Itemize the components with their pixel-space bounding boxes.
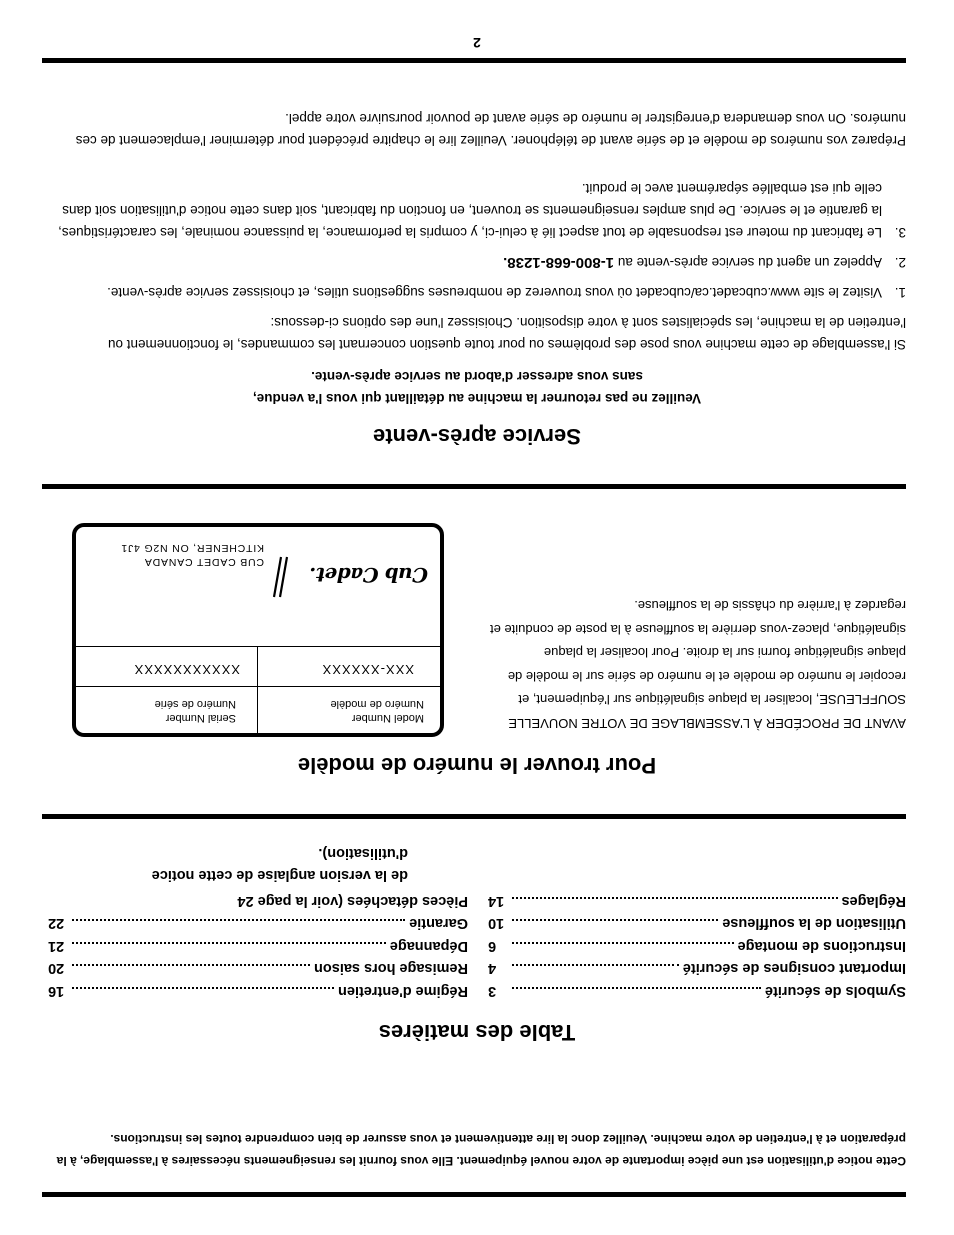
toc-page: 6 [488, 938, 497, 954]
brand-logo: Cub Cadet. [309, 563, 428, 587]
toc-page: 14 [488, 893, 505, 909]
toc-right-column [48, 843, 468, 1000]
manufacturer-address: CUB CADET CANADA KITCHENER, ON N2G 4J1 [120, 542, 264, 568]
toc-page: 4 [488, 960, 497, 977]
toc-page: 16 [48, 983, 65, 999]
bottom-rule [42, 58, 906, 63]
service-section-title: Service après-vente [373, 424, 581, 449]
toc-leader [72, 920, 405, 922]
toc-entry[interactable] [48, 909, 468, 932]
service-notice: Veuillez ne pas retourner la machine au détaillant qui vous l'a vendue, sans vous adresser d'abord au service après-vente. [252, 369, 702, 406]
toc-leader [72, 942, 386, 944]
toc-leader [512, 942, 734, 944]
list-item: 1. Visitez le site www.cubcadet.ca/cubcadet où vous trouverez de nombreuses suggestions utiles, et choisissez service après-vente. [107, 285, 906, 300]
toc-leader [512, 965, 679, 967]
toc-page: 3 [488, 983, 497, 999]
toc-label: Utilisation de la souffleuse [722, 915, 906, 932]
serial-plate-template [72, 523, 444, 737]
toc-entry[interactable] [488, 887, 906, 910]
toc-entry[interactable] [48, 977, 468, 1000]
serial-number-label: Serial Number Numéro de série [154, 698, 236, 724]
toc-page: 10 [488, 915, 505, 932]
toc-label: Dépannage [389, 938, 468, 954]
toc-label: Garantie [409, 915, 468, 932]
list-item: 2. Appelez un agent du service après-vente au 1-800-668-1238. [503, 254, 906, 271]
toc-entry[interactable] [488, 954, 906, 977]
toc-page: 21 [48, 938, 65, 954]
toc-page: 22 [48, 915, 65, 932]
serial-number-value: XXXXXXXXXXX [133, 662, 240, 677]
toc-entry[interactable] [48, 954, 468, 977]
toc-label: Pièces détachées (voir la page 24 [237, 893, 468, 909]
intro-paragraph: Cette notice d'utilisation est une pièce importante de votre nouvel équipement. Elle vous fournit les renseignements nécessaires à l'assemblage, à la préparation et à l'entretien de votre machine. Veuillez donc la lire attentivement et vous assurer de bien comprendre toutes les instructions. [56, 1132, 906, 1168]
toc-label: Important consignes de sécurité [682, 960, 906, 977]
toc-title: Table des matières [378, 1020, 576, 1045]
toc-label: Instructions de montage [737, 938, 906, 954]
toc-entry[interactable] [488, 909, 906, 932]
section-rule [42, 484, 906, 489]
toc-page: 20 [48, 960, 65, 977]
top-rule [42, 1192, 906, 1197]
model-number-label: Model Number Numéro de modèle [330, 698, 424, 724]
toc-leader [512, 897, 838, 899]
model-section-title: Pour trouver le numéro de modèle [297, 753, 657, 778]
toc-note: de la version anglaise de cette notice d'utilisation). [151, 845, 408, 884]
model-instructions: AVANT DE PROCÉDER À L'ASSEMBLAGE DE VOTRE NOUVELLE SOUFFLEUSE, localiser la plaque signalétique sur l'équipement, et recopier le numéro de modèle et le numéro de série sur le modèle de plaque signalétique fourni sur la droite. Pour localiser la plaque signalétique, placez-vous derrière la souffleuse à la poste de conduite et regardez à l'arrière du châssis de la souffleuse. [489, 598, 906, 731]
service-closing: Préparez vos numéros de modèle et de série avant de téléphoner. Veuillez lire le chapitre précédent pour déterminer l'emplacement de ces numéros. On vous demandera d'enregistrer le numéro de série avant de pouvoir poursuivre votre appel. [75, 111, 906, 148]
service-paragraph: Si l'assemblage de cette machine vous pose des problèmes ou pour toute question concernant les commandes, le fonctionnement ou l'entretien de la machine, les spécialistes sont à votre disposition. Choisissez l'une des options ci-dessous: [107, 315, 906, 352]
toc-leader [72, 987, 334, 989]
toc-entry[interactable] [48, 932, 468, 955]
toc-entry[interactable] [488, 932, 906, 955]
toc-entry[interactable] [488, 977, 906, 1000]
toc-entry[interactable] [48, 887, 468, 910]
brand-swoosh-icon [270, 555, 290, 599]
page-number: 2 [473, 35, 481, 51]
section-rule [42, 814, 906, 819]
toc-label: Remisage hors saison [314, 960, 468, 977]
toc-leader [72, 965, 310, 967]
service-phone: 1-800-668-1238. [503, 254, 615, 271]
toc-label: Symbols de sécurité [764, 983, 906, 999]
toc-leader [512, 920, 718, 922]
plate-divider [76, 646, 440, 647]
plate-divider [257, 647, 258, 733]
plate-divider [76, 686, 440, 687]
service-options-list [48, 177, 906, 303]
model-number-value: XXX-XXXXXX [321, 662, 414, 677]
list-item: 3. Le fabricant du moteur est responsable de tout aspect lié à celui-ci, y compris la performance, la puissance nominale, les caractéristiques, la garantie et le service. De plus amples renseignements se trouvent, en fonction du fabricant, soit dans cette notice d'utilisation soit dans celle qui est emballée séparément avec le produit. [58, 181, 906, 240]
toc-label: Réglages [841, 893, 906, 909]
toc-label: Régime d'entretien [338, 983, 468, 999]
toc-left-column [488, 887, 906, 1000]
toc-leader [512, 987, 761, 989]
